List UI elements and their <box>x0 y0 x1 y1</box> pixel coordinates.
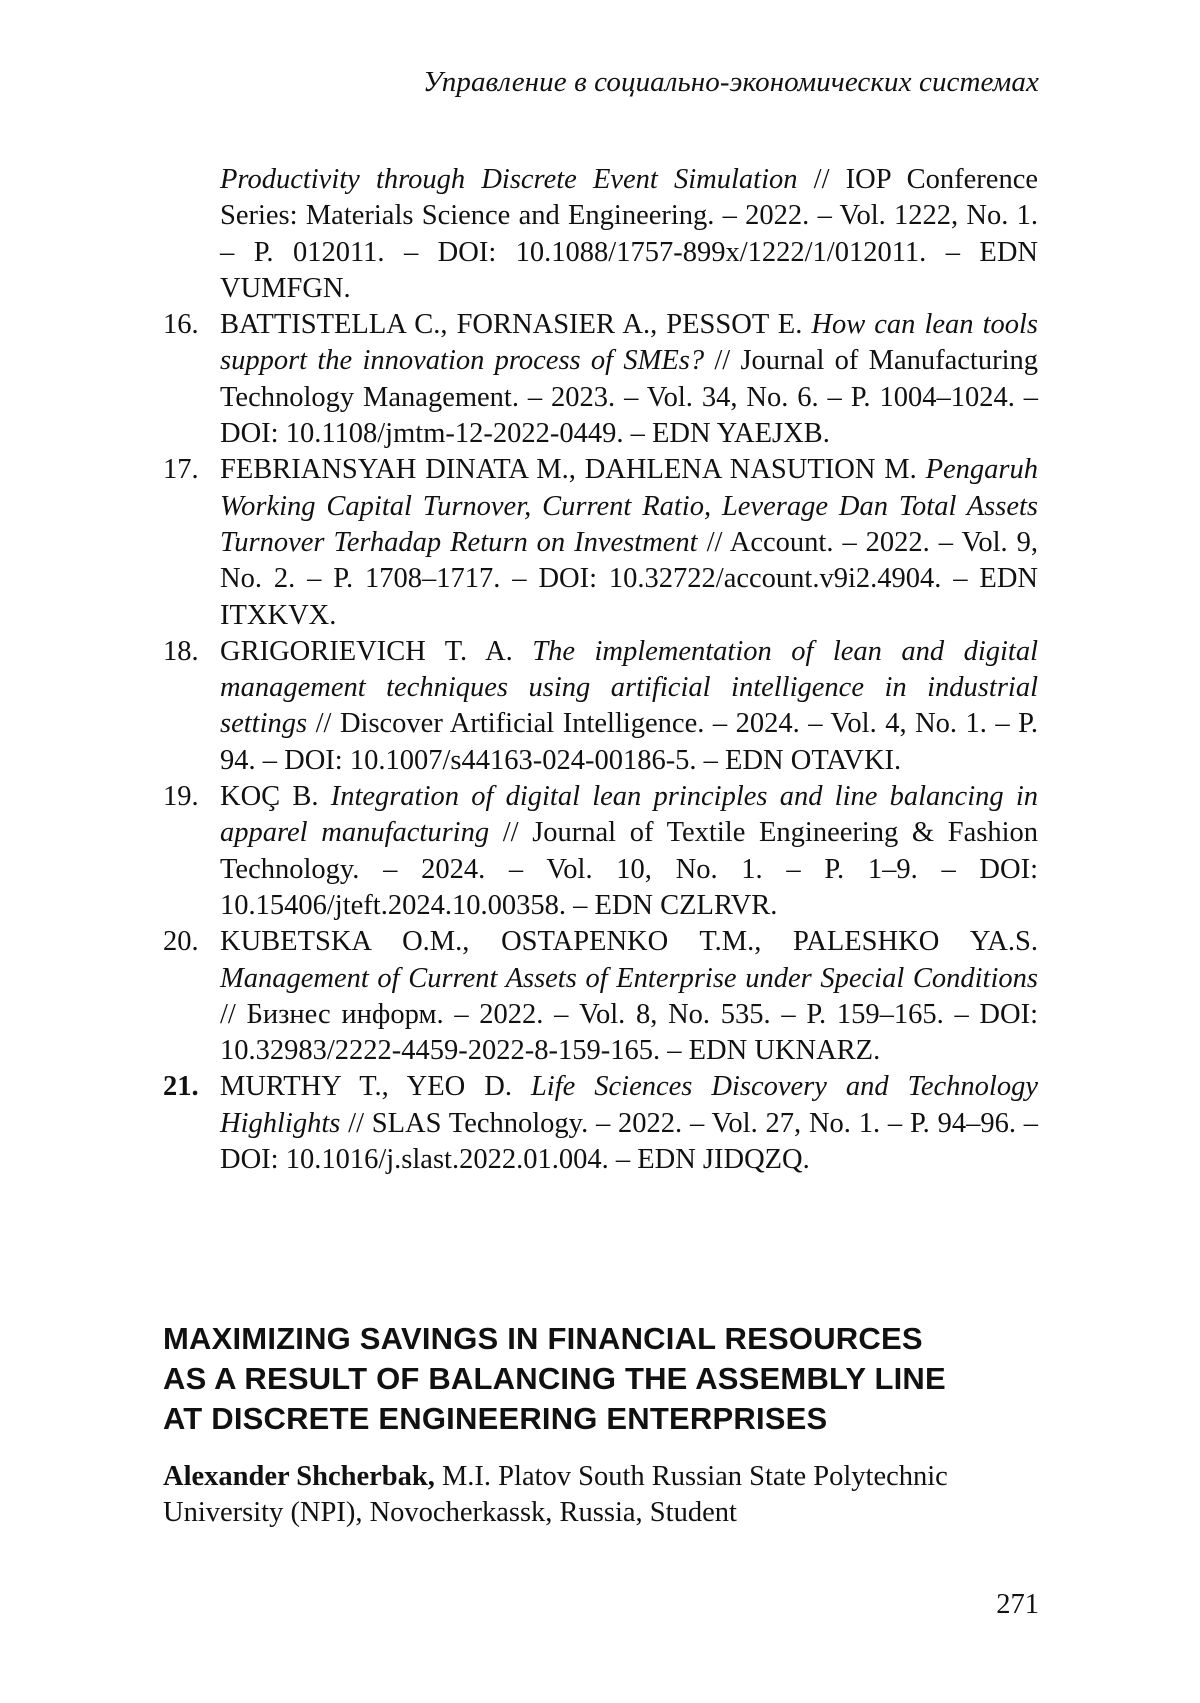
reference-authors: FEBRIANSYAH DINATA M., DAHLENA NASUTION M. <box>220 454 926 485</box>
reference-source: // Account. – 2022. – Vol. 9, No. 2. – P. 1708–1717. – DOI: 10.32722/account.v9i2.4904. – EDN ITXKVX. <box>220 527 1038 631</box>
reference-list <box>163 162 1038 1178</box>
author-name: Alexander Shcherbak, <box>163 1461 435 1492</box>
reference-item <box>163 779 1038 924</box>
reference-number: 20. <box>163 924 199 960</box>
reference-source: // Discover Artificial Intelligence. – 2024. – Vol. 4, No. 1. – P. 94. – DOI: 10.1007/s44163-024-00186-5. – EDN OTAVKI. <box>220 708 1038 775</box>
reference-number: 21. <box>163 1069 199 1105</box>
reference-number: 18. <box>163 634 199 670</box>
reference-title: The implementation of lean and digital management techniques using artificial intelligence in industrial settings <box>220 636 1038 740</box>
page-number: 271 <box>996 1589 1039 1621</box>
reference-source: // Бизнес информ. – 2022. – Vol. 8, No. 535. – P. 159–165. – DOI: 10.32983/2222-4459-2022-8-159-165. – EDN UKNARZ. <box>220 999 1038 1066</box>
reference-item <box>163 452 1038 633</box>
reference-title: Management of Current Assets of Enterprise under Special Conditions <box>220 963 1038 994</box>
reference-number: 16. <box>163 307 199 343</box>
reference-source: // IOP Conference Series: Materials Science and Engineering. – 2022. – Vol. 1222, No. 1. – P. 012011. – DOI: 10.1088/1757-899x/1222/1/012011. – EDN VUMFGN. <box>220 164 1038 304</box>
author-block <box>163 1459 1043 1532</box>
article-title-line: MAXIMIZING SAVINGS IN FINANCIAL RESOURCES <box>163 1319 1043 1359</box>
reference-source: // Journal of Textile Engineering & Fashion Technology. – 2024. – Vol. 10, No. 1. – P. 1–9. – DOI: 10.15406/jteft.2024.10.00358. – EDN CZLRVR. <box>220 817 1038 921</box>
author-affiliation: M.I. Platov South Russian State Polytechnic University (NPI), Novocherkassk, Russia, Student <box>163 1461 948 1528</box>
article-title <box>163 1319 1043 1439</box>
article-title-line: AS A RESULT OF BALANCING THE ASSEMBLY LINE <box>163 1359 1043 1399</box>
reference-item <box>163 162 1038 307</box>
article-title-line: AT DISCRETE ENGINEERING ENTERPRISES <box>163 1399 1043 1439</box>
reference-item <box>163 634 1038 779</box>
reference-authors: MURTHY T., YEO D. <box>220 1071 531 1102</box>
reference-item <box>163 307 1038 452</box>
reference-authors: KUBETSKA O.M., OSTAPENKO T.M., PALESHKO YA.S. <box>220 926 1038 957</box>
reference-authors: KOÇ B. <box>220 781 331 812</box>
reference-number: 19. <box>163 779 199 815</box>
reference-item <box>163 1069 1038 1178</box>
reference-title: How can lean tools support the innovation process of SMEs? <box>220 309 1038 376</box>
reference-authors: BATTISTELLA C., FORNASIER A., PESSOT E. <box>220 309 811 340</box>
reference-title: Productivity through Discrete Event Simulation <box>220 164 798 195</box>
reference-title: Integration of digital lean principles and line balancing in apparel manufacturing <box>220 781 1038 848</box>
reference-title: Life Sciences Discovery and Technology Highlights <box>220 1071 1038 1138</box>
reference-item <box>163 924 1038 1069</box>
reference-title: Pengaruh Working Capital Turnover, Current Ratio, Leverage Dan Total Assets Turnover Terhadap Return on Investment <box>220 454 1038 558</box>
reference-source: // SLAS Technology. – 2022. – Vol. 27, No. 1. – P. 94–96. – DOI: 10.1016/j.slast.2022.01.004. – EDN JIDQZQ. <box>220 1108 1038 1175</box>
running-header: Управление в социально-экономических системах <box>423 66 1039 99</box>
reference-authors: GRIGORIEVICH T. A. <box>220 636 532 667</box>
reference-number: 17. <box>163 452 199 488</box>
reference-source: // Journal of Manufacturing Technology Management. – 2023. – Vol. 34, No. 6. – P. 1004–1024. – DOI: 10.1108/jmtm-12-2022-0449. – EDN YAEJXB. <box>220 345 1038 449</box>
